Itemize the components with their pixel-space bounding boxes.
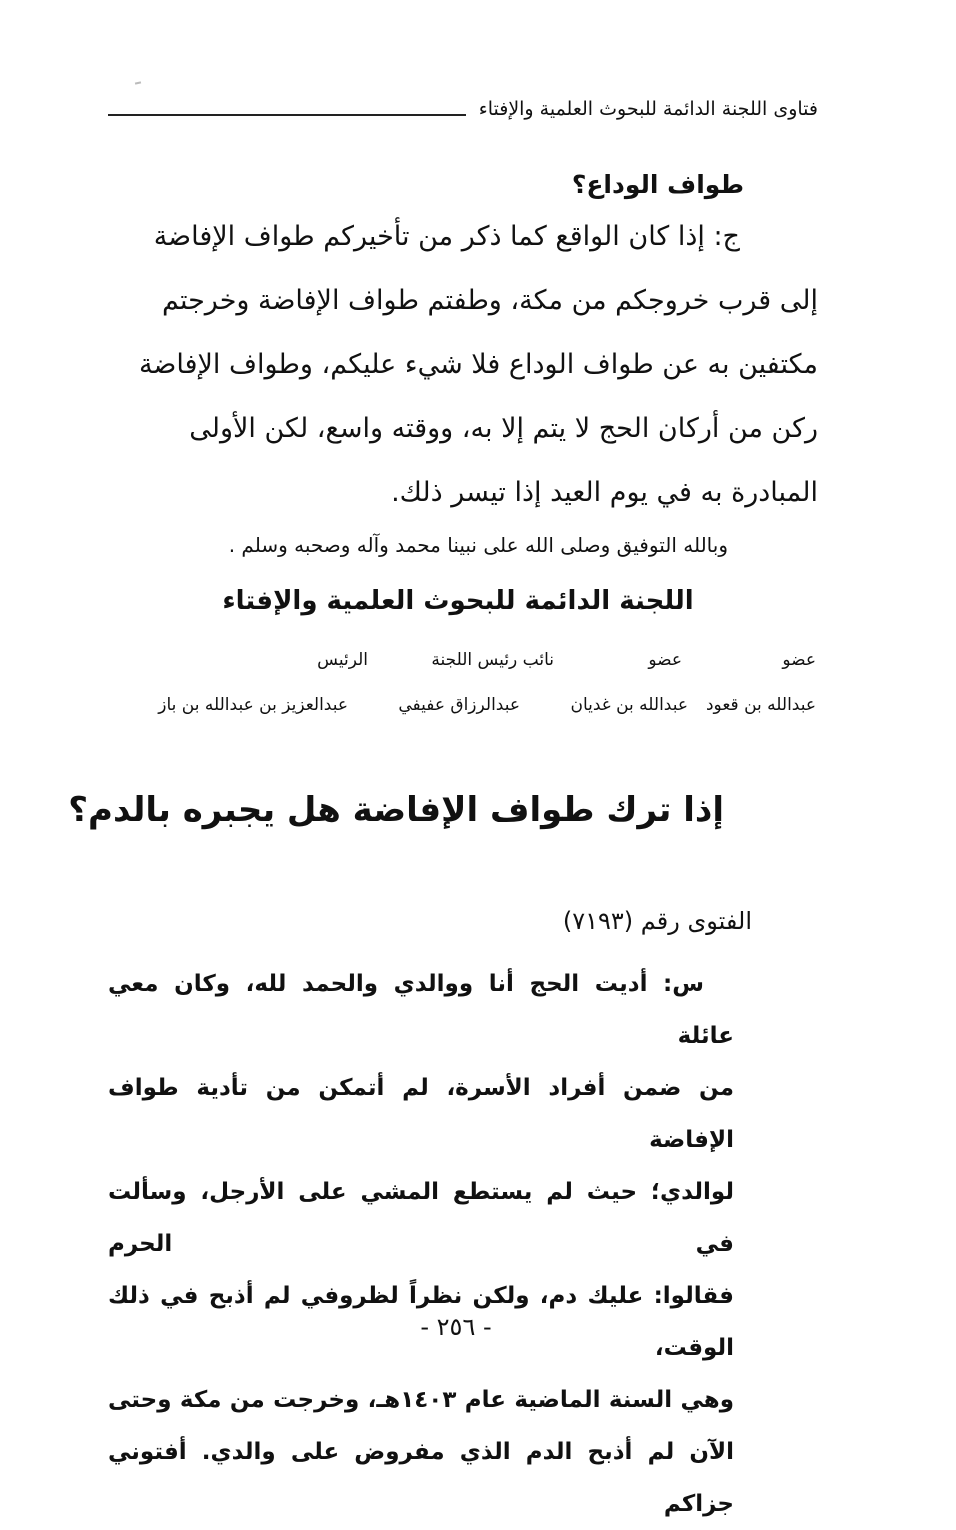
- member-role: عضو: [782, 650, 816, 670]
- member-role: الرئيس: [317, 650, 368, 670]
- question-line: الآن لم أذبح الدم الذي مفروض على والدي. أفتوني جزاكم: [108, 1439, 734, 1517]
- section-title: إذا ترك طواف الإفاضة هل يجبره بالدم؟: [68, 790, 724, 830]
- answer-line: ركن من أركان الحج لا يتم إلا به، ووقته واسع، لكن الأولى: [189, 413, 818, 444]
- question-line: فقالوا: عليك دم، ولكن نظراً لظروفي لم أذبح في ذلك الوقت،: [108, 1283, 734, 1361]
- running-header: فتاوى اللجنة الدائمة للبحوث العلمية والإفتاء: [478, 98, 818, 120]
- question-line: وهي السنة الماضية عام ١٤٠٣هـ، وخرجت من مكة وحتى: [108, 1387, 734, 1413]
- scan-speck: [135, 81, 141, 84]
- answer-line: إلى قرب خروجكم من مكة، وطفتم طواف الإفاضة وخرجتم: [162, 285, 818, 316]
- page-number: - ٢٥٦ -: [420, 1313, 492, 1341]
- header-rule: [108, 114, 466, 116]
- question-line: من ضمن أفراد الأسرة، لم أتمكن من تأدية طواف الإفاضة: [108, 1075, 734, 1153]
- answer-line: مكتفين به عن طواف الوداع فلا شيء عليكم، وطواف الإفاضة: [138, 349, 818, 380]
- member-name: عبدالله بن قعود: [705, 695, 816, 715]
- closing-formula: وبالله التوفيق وصلى الله على نبينا محمد وآله وصحبه وسلم .: [228, 533, 728, 557]
- member-name: عبدالعزيز بن عبدالله بن باز: [158, 695, 348, 715]
- member-role: عضو: [648, 650, 682, 670]
- member-name: عبدالله بن غديان: [570, 695, 688, 715]
- answer-line: ج: إذا كان الواقع كما ذكر من تأخيركم طواف الإفاضة: [153, 221, 740, 252]
- previous-question-tail: طواف الوداع؟: [571, 170, 744, 199]
- question-line: س: أديت الحج أنا ووالدي والحمد لله، وكان معي عائلة: [108, 971, 734, 1049]
- question-paragraph: [108, 958, 734, 1530]
- question-line: لوالدي؛ حيث لم يستطع المشي على الأرجل، وسألت في الحرم: [108, 1179, 734, 1257]
- committee-name: اللجنة الدائمة للبحوث العلمية والإفتاء: [222, 586, 694, 616]
- answer-line: المبادرة به في يوم العيد إذا تيسر ذلك.: [391, 477, 818, 508]
- member-name: عبدالرزاق عفيفي: [398, 695, 520, 715]
- fatwa-number: الفتوى رقم (٧١٩٣): [562, 907, 752, 935]
- answer-paragraph: [108, 205, 818, 525]
- member-role: نائب رئيس اللجنة: [431, 650, 554, 670]
